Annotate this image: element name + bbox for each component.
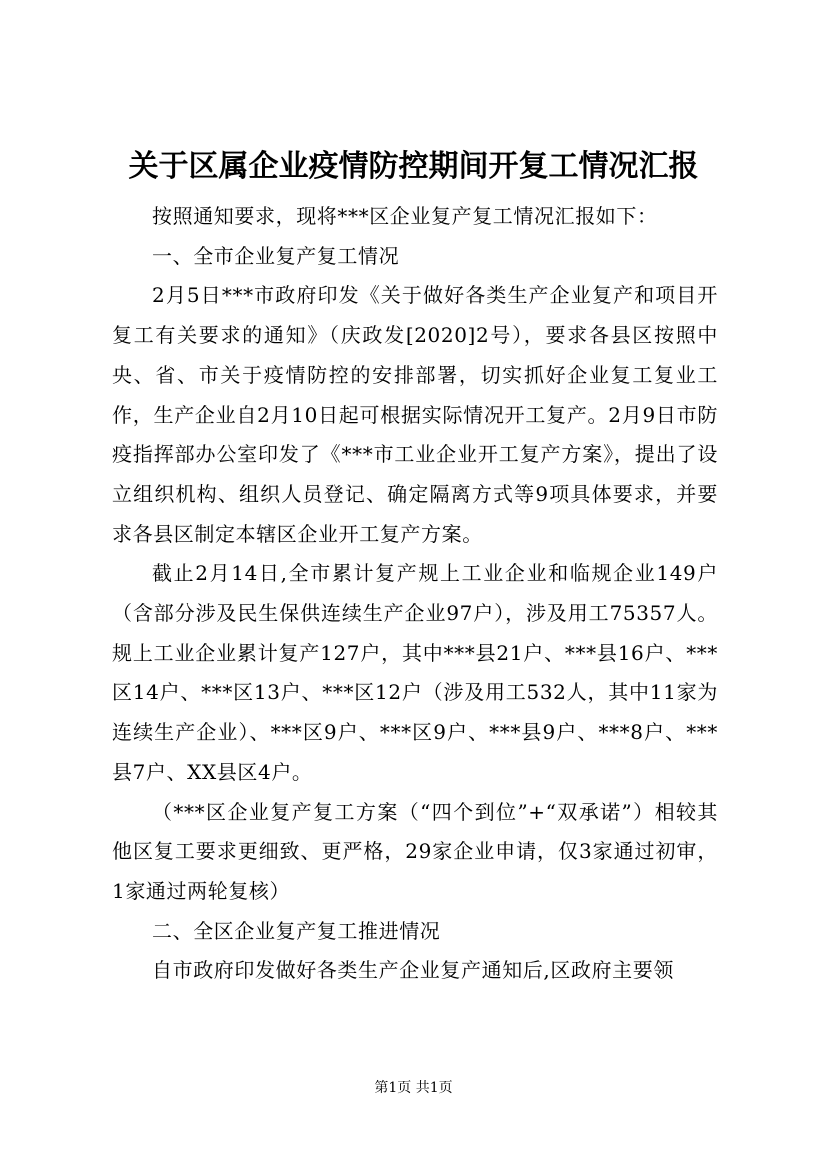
page-footer: 第1页 共1页 xyxy=(374,1080,453,1096)
paragraph-note: （***区企业复产复工方案（“四个到位”+“双承诺”）相较其他区复工要求更细致、更严格，29家企业申请，仅3家通过初审，1家通过两轮复核） xyxy=(112,799,718,903)
paragraph-statistics: 截止2月14日,全市累计复产规上工业企业和临规企业149户（含部分涉及民生保供连续生产企业97户），涉及用工75357人。规上工业企业累计复产127户，其中***县21户、***县16户、***区14户、***区13户、***区12户（涉及用工532人，其中11家为连续生产企业）、***区9户、***区9户、***县9户、***8户、***县7户、XX县区4户。 xyxy=(112,561,718,784)
section-heading-2: 二、全区企业复产复工推进情况 xyxy=(152,918,441,943)
paragraph-progress: 自市政府印发做好各类生产企业复产通知后,区政府主要领 xyxy=(152,958,674,983)
section-heading-1: 一、全市企业复产复工情况 xyxy=(152,243,400,268)
document-title: 关于区属企业疫情防控期间开复工情况汇报 xyxy=(128,149,699,184)
paragraph-notice: 2月5日***市政府印发《关于做好各类生产企业复产和项目开复工有关要求的通知》（庆政发[2020]2号），要求各县区按照中央、省、市关于疫情防控的安排部署，切实抓好企业复工复业工作，生产企业自2月10日起可根据实际情况开工复产。2月9日市防疫指挥部办公室印发了《***市工业企业开工复产方案》，提出了设立组织机构、组织人员登记、确定隔离方式等9项具体要求，并要求各县区制定本辖区企业开工复产方案。 xyxy=(112,283,718,546)
document-body xyxy=(112,197,718,991)
paragraph-intro: 按照通知要求，现将***区企业复产复工情况汇报如下： xyxy=(152,204,658,228)
